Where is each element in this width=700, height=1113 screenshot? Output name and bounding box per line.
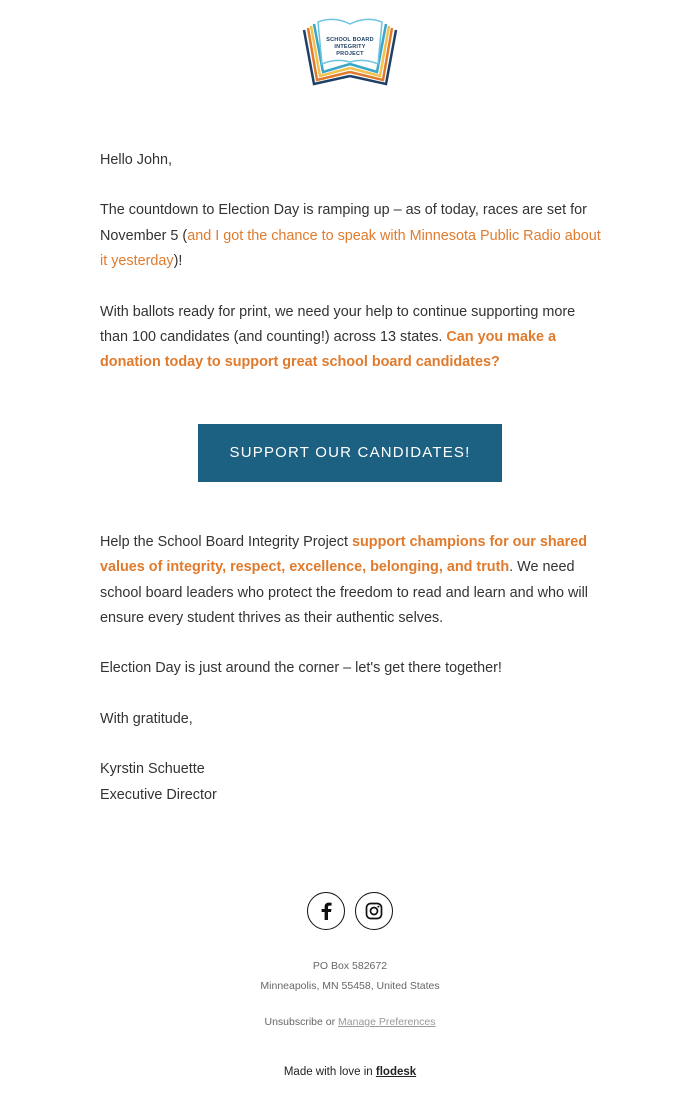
paragraph-3-text: Help the School Board Integrity Project [100,533,352,550]
paragraph-2 [100,300,605,376]
or-text: or [322,1016,339,1028]
logo-text [298,37,402,58]
paragraph-3 [100,530,605,632]
closing: With gratitude, [100,710,193,727]
cta-container [0,424,700,482]
unsubscribe-row [0,1016,700,1028]
support-candidates-button[interactable]: SUPPORT OUR CANDIDATES! [198,424,502,482]
paragraph-1-text: The countdown to Election Day is ramping up – as of today, races are set for November 5 ( [100,202,587,244]
email-body [100,148,605,833]
values-link[interactable]: support champions for our shared values of integrity, respect, excellence, belonging, and truth [100,533,588,576]
instagram-icon[interactable] [355,892,393,930]
donation-link[interactable]: Can you make a donation today to support great school board candidates? [100,329,556,371]
manage-preferences-link[interactable]: Manage Preferences [338,1016,436,1028]
logo-line-1: SCHOOL BOARD [326,37,374,43]
unsubscribe-link[interactable]: Unsubscribe [264,1016,323,1028]
address-line-2: Minneapolis, MN 55458, United States [260,980,440,992]
logo-line-3: PROJECT [336,51,364,57]
logo [298,16,402,88]
paragraph-3-end: . We need school board leaders who protect the freedom to read and learn and who will ensure every student thrives as their authentic selves. [100,559,588,627]
address-line-1: PO Box 582672 [312,960,388,972]
paragraph-1 [100,198,605,274]
postal-address [0,956,700,996]
logo-line-2: INTEGRITY [334,44,366,50]
signer-name: Kyrstin Schuette [100,761,205,778]
paragraph-4: Election Day is just around the corner – let's get there together! [100,660,502,677]
mpr-interview-link[interactable]: and I got the chance to speak with Minnesota Public Radio about it yesterday [100,227,601,270]
facebook-icon[interactable] [307,892,345,930]
signer-title: Executive Director [100,786,217,803]
flodesk-link[interactable]: flodesk [375,1066,417,1078]
greeting: Hello John, [100,152,172,168]
paragraph-1-end: )! [173,253,183,270]
paragraph-2-text: With ballots ready for print, we need your help to continue supporting more than 100 candidates (and counting!) across 13 states. [100,303,576,346]
made-with-text: Made with love in [283,1066,376,1078]
made-with-love [0,1066,700,1078]
footer [0,892,700,1078]
social-links [0,892,700,930]
signature [100,757,605,808]
